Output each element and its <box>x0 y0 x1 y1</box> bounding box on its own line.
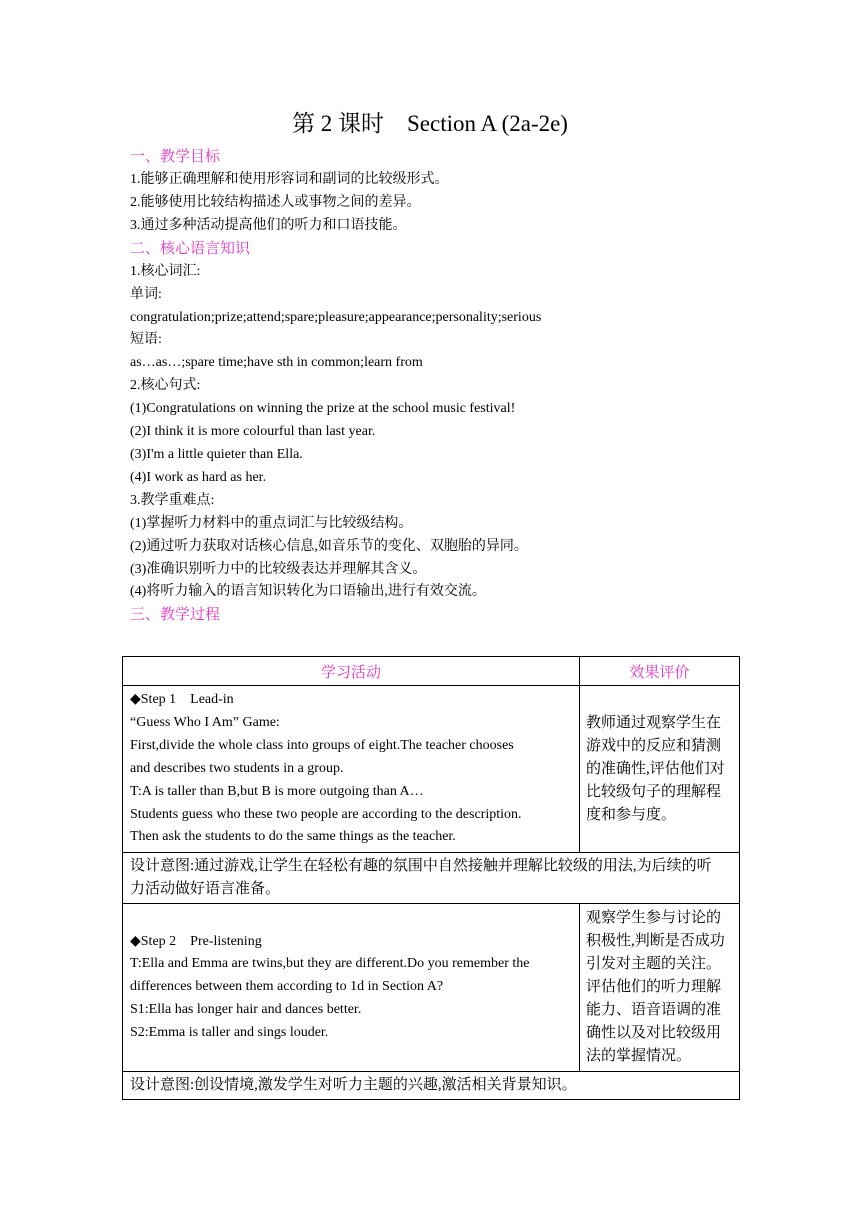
step-line: differences between them according to 1d in Section A? <box>130 979 444 995</box>
knowledge-line: (2)I think it is more colourful than last year. <box>130 424 376 440</box>
table-row <box>123 1072 740 1100</box>
evaluation-line: 积极性,判断是否成功 <box>586 933 725 950</box>
heading-process: 三、教学过程 <box>130 607 221 624</box>
design-intent-cell <box>123 1072 740 1100</box>
knowledge-line: 2.核心句式: <box>130 378 201 394</box>
page-title: 第 2 课时 Section A (2a-2e) <box>292 111 568 136</box>
knowledge-line: 单词: <box>130 286 162 302</box>
knowledge-line: (3)I'm a little quieter than Ella. <box>130 446 303 462</box>
step-line: First,divide the whole class into groups of eight.The teacher chooses <box>130 737 514 753</box>
step-line: and describes two students in a group. <box>130 760 344 776</box>
document-body <box>130 146 770 627</box>
design-line: 设计意图:创设情境,激发学生对听力主题的兴趣,激活相关背景知识。 <box>130 1077 577 1094</box>
step-line: T:A is taller than B,but B is more outgoing than A… <box>130 783 424 799</box>
evaluation-line: 观察学生参与讨论的 <box>586 910 722 927</box>
design-intent-cell <box>123 853 740 904</box>
knowledge-line: (4)将听力输入的语言知识转化为口语输出,进行有效交流。 <box>130 584 486 600</box>
evaluation-line: 法的掌握情况。 <box>586 1048 692 1065</box>
objective-line: 2.能够使用比较结构描述人或事物之间的差异。 <box>130 194 421 210</box>
knowledge-line: 短语: <box>130 332 162 348</box>
process-table <box>122 656 740 1100</box>
step-line: ◆Step 2 Pre-listening <box>130 933 262 949</box>
evaluation-line: 的准确性,评估他们对 <box>586 760 725 777</box>
knowledge-line: 1.核心词汇: <box>130 263 201 279</box>
knowledge-line: 3.教学重难点: <box>130 492 215 508</box>
evaluation-line: 引发对主题的关注。 <box>586 956 722 973</box>
heading-objectives: 一、教学目标 <box>130 149 221 165</box>
step-line: T:Ella and Emma are twins,but they are different.Do you remember the <box>130 956 530 972</box>
evaluation-cell <box>580 904 740 1072</box>
knowledge-line: (3)准确识别听力中的比较级表达并理解其含义。 <box>130 561 427 577</box>
step-line: Then ask the students to do the same things as the teacher. <box>130 829 456 845</box>
objective-line: 1.能够正确理解和使用形容词和副词的比较级形式。 <box>130 172 449 187</box>
knowledge-line: (1)Congratulations on winning the prize at the school music festival! <box>130 401 516 417</box>
table-row <box>123 853 740 904</box>
step-line: “Guess Who I Am” Game: <box>130 714 280 730</box>
evaluation-line: 游戏中的反应和猜测 <box>586 737 722 754</box>
table-row <box>123 904 740 1072</box>
knowledge-line: (1)掌握听力材料中的重点词汇与比较级结构。 <box>130 515 413 531</box>
knowledge-line: (4)I work as hard as her. <box>130 469 267 485</box>
evaluation-line: 教师通过观察学生在 <box>586 714 722 731</box>
step-line: Students guess who these two people are according to the description. <box>130 806 522 822</box>
evaluation-line: 评估他们的听力理解 <box>586 979 722 996</box>
table-row <box>123 686 740 853</box>
knowledge-line: (2)通过听力获取对话核心信息,如音乐节的变化、双胞胎的异同。 <box>130 538 528 554</box>
header-evaluation: 效果评价 <box>580 657 740 686</box>
knowledge-line: congratulation;prize;attend;spare;pleasure;appearance;personality;serious <box>130 309 542 325</box>
heading-knowledge: 二、核心语言知识 <box>130 240 251 257</box>
step-line: ◆Step 1 Lead-in <box>130 692 234 707</box>
step-line: S2:Emma is taller and sings louder. <box>130 1025 329 1041</box>
knowledge-line: as…as…;spare time;have sth in common;learn from <box>130 355 423 371</box>
design-line: 力活动做好语言准备。 <box>130 881 281 898</box>
evaluation-cell <box>580 686 740 853</box>
table-header-row <box>123 657 740 686</box>
step-line: S1:Ella has longer hair and dances better. <box>130 1002 362 1018</box>
objective-line: 3.通过多种活动提高他们的听力和口语技能。 <box>130 217 407 233</box>
design-line: 设计意图:通过游戏,让学生在轻松有趣的氛围中自然接触并理解比较级的用法,为后续的听 <box>130 858 712 875</box>
evaluation-line: 度和参与度。 <box>586 806 677 823</box>
activity-cell <box>123 904 580 1072</box>
evaluation-line: 比较级句子的理解程 <box>586 783 722 800</box>
evaluation-line: 能力、语音语调的准 <box>586 1002 722 1019</box>
activity-cell <box>123 686 580 853</box>
header-activity: 学习活动 <box>123 657 580 686</box>
evaluation-line: 确性以及对比较级用 <box>586 1025 722 1042</box>
